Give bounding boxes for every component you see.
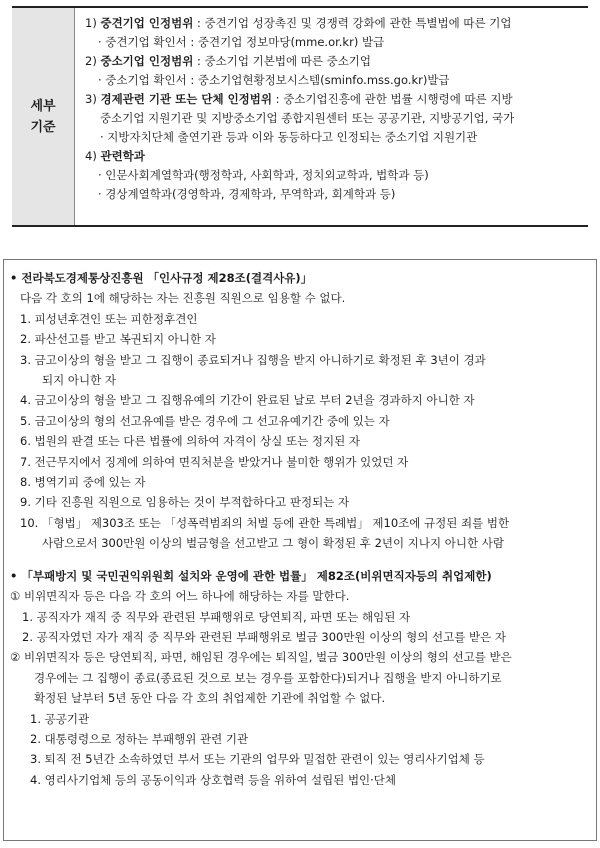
regulation2-paragraph1: ① 비위면직자 등은 다음 각 호의 어느 하나에 해당하는 자를 말한다.	[10, 589, 350, 604]
list-item: 2. 대통령령으로 정하는 부패행위 관련 기관	[30, 731, 249, 746]
criteria-content-cell	[75, 8, 588, 225]
section-text: : 중견기업 성장촉진 및 경쟁력 강화에 관한 특별법에 따른 기업	[193, 16, 512, 30]
regulation2-paragraph2: ② 비위면직자 등은 당연퇴직, 파면, 해임된 경우에는 퇴직일, 벌금 300만원 이상의 형의 선고를 받은	[10, 650, 512, 665]
section-number: 2)	[85, 54, 97, 68]
criteria-section-2	[85, 52, 588, 71]
list-item: 1. 피성년후견인 또는 피한정후견인	[20, 311, 198, 326]
criteria-section-1	[85, 14, 588, 33]
list-item: 3. 금고이상의 형을 받고 그 집행이 종료되거나 집행을 받지 아니하기로 확정된 후 3년이 경과	[20, 352, 486, 367]
list-item: 8. 병역기피 중에 있는 자	[20, 475, 146, 490]
list-item: 2. 공직자였던 자가 재직 중 직무와 관련된 부패행위로 벌금 300만원 이상의 형의 선고를 받은 자	[22, 629, 507, 644]
criteria-label-line2: 기준	[30, 119, 56, 135]
section-text: : 중소기업진흥에 관한 법률 시행령에 따른 지방	[272, 92, 513, 106]
criteria-bullet: · 중견기업 확인서 : 중견기업 정보마당(mme.or.kr) 발급	[98, 35, 385, 49]
section-title: 중견기업 인정범위	[100, 16, 194, 30]
list-item: 10. 「형법」 제303조 또는 「성폭력범죄의 처벌 등에 관한 특례법」 제10조에 규정된 죄를 범한	[20, 515, 510, 530]
criteria-bullet: · 중소기업 확인서 : 중소기업현황정보시스템(sminfo.mss.go.kr)발급	[98, 73, 450, 87]
list-item: 6. 법원의 판결 또는 다른 법률에 의하여 자격이 상실 또는 정지된 자	[20, 434, 361, 449]
paragraph-continuation: 확정된 날부터 5년 동안 다음 각 호의 취업제한 기관에 취업할 수 없다.	[34, 691, 386, 706]
list-item: 1. 공공기관	[30, 711, 90, 726]
list-item: 1. 공직자가 재직 중 직무와 관련된 부패행위로 당연퇴직, 파면 또는 해임된 자	[22, 609, 411, 624]
list-item: 5. 금고이상의 형의 선고유예를 받은 경우에 그 선고유예기간 중에 있는 자	[20, 413, 390, 428]
section-title: 중소기업 인정범위	[100, 54, 194, 68]
regulation1-heading: • 전라북도경제통상진흥원 「인사규정 제28조(결격사유)」	[10, 271, 313, 285]
list-item: 4. 금고이상의 형을 받고 그 집행유예의 기간이 완료된 날로 부터 2년을 경과하지 아니한 자	[20, 393, 475, 408]
list-item: 4. 영리사기업체 등의 공동이익과 상호협력 등을 위하여 설립된 법인·단체	[30, 772, 397, 787]
criteria-bullet: · 경상계열학과(경영학과, 경제학과, 무역학과, 회계학과 등)	[98, 187, 396, 201]
section-number: 3)	[85, 92, 97, 106]
section-title: 경제관련 기관 또는 단체 인정범위	[100, 92, 273, 106]
criteria-label-line1: 세부	[30, 98, 56, 114]
criteria-bullet: · 인문사회계열학과(행정학과, 사회학과, 정치외교학과, 법학과 등)	[98, 168, 429, 182]
section-number: 4)	[85, 149, 97, 163]
criteria-continuation: 중소기업 지원기관 및 지방중소기업 종합지원센터 또는 공공기관, 지방공기업, 국가	[100, 111, 515, 125]
section-text: : 중소기업 기본법에 따른 중소기업	[193, 54, 372, 68]
list-item: 9. 기타 진흥원 직원으로 임용하는 것이 부적합하다고 판정되는 자	[20, 495, 350, 510]
list-item: 3. 퇴직 전 5년간 소속하였던 부서 또는 기관의 업무와 밀접한 관련이 있는 영리사기업체 등	[30, 752, 485, 767]
section-title: 관련학과	[100, 149, 145, 163]
list-item-continuation: 되지 아니한 자	[42, 373, 116, 388]
regulation1-intro: 다음 각 호의 1에 해당하는 자는 진흥원 직원으로 임용할 수 없다.	[20, 291, 346, 306]
regulation2-heading: • 「부패방지 및 국민권익위원회 설치와 운영에 관한 법률」 제82조(비위면직자등의 취업제한)	[10, 568, 492, 583]
criteria-bullet: · 지방자치단체 출연기관 등과 이와 동등하다고 인정되는 중소기업 지원기관	[100, 130, 478, 144]
paragraph-continuation: 경우에는 그 집행이 종료(종료된 것으로 보는 경우를 포함한다)되거나 집행을 받지 아니하기로	[34, 670, 502, 685]
regulation-box	[3, 259, 597, 841]
section-number: 1)	[85, 16, 97, 30]
detailed-criteria-table	[12, 6, 588, 227]
list-item: 7. 전근무지에서 징계에 의하여 면직처분을 받았거나 불미한 행위가 있었던 자	[20, 454, 409, 469]
list-item-continuation: 사람으로서 300만원 이상의 벌금형을 선고받고 그 형이 확정된 후 2년이 지나지 아니한 사람	[42, 536, 504, 551]
criteria-section-3	[85, 90, 588, 109]
criteria-section-4	[85, 147, 588, 166]
criteria-label-cell	[12, 8, 75, 225]
list-item: 2. 파산선고를 받고 복권되지 아니한 자	[20, 332, 216, 347]
